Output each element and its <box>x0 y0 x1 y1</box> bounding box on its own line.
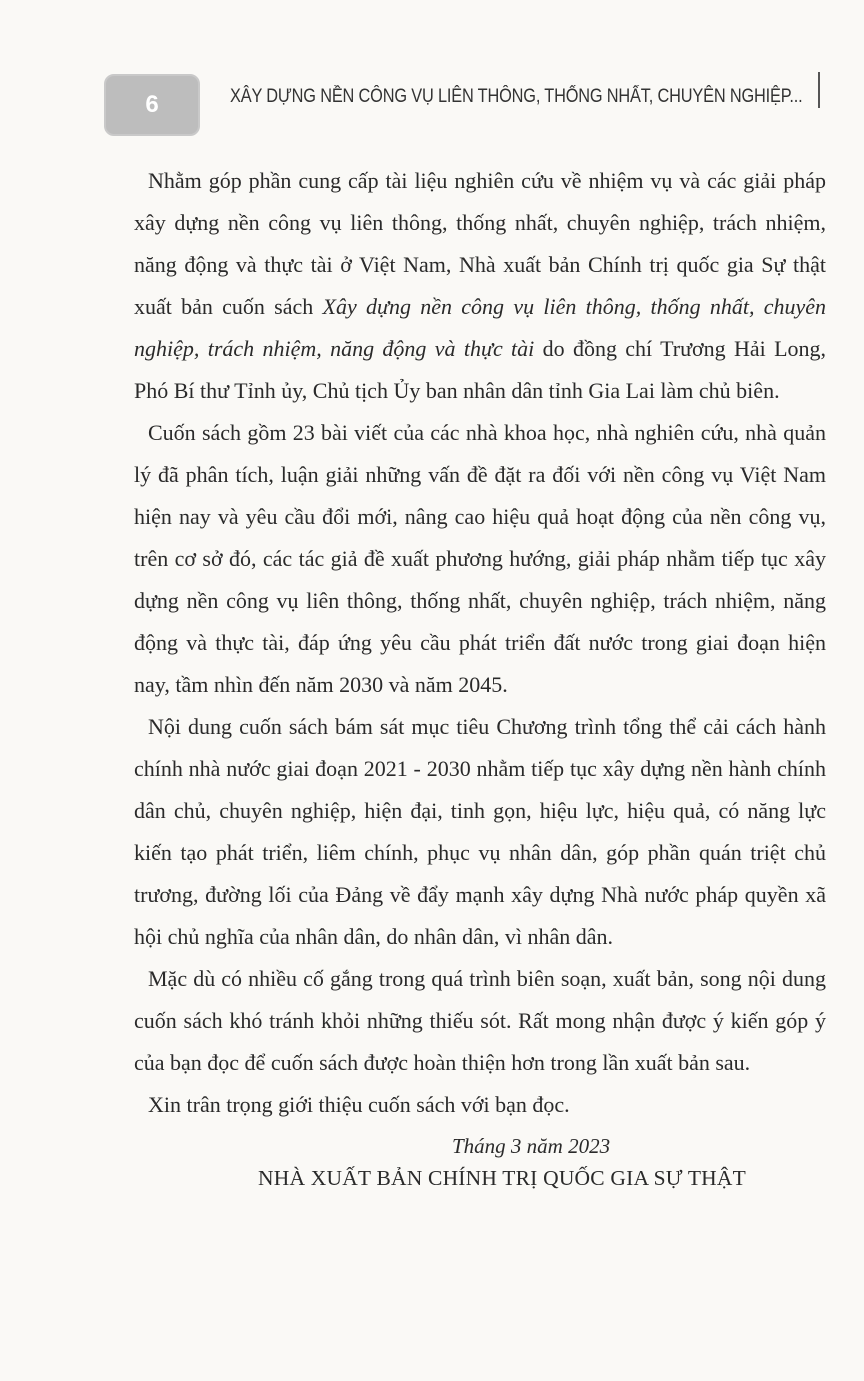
book-title: Xây dựng nền công vụ liên thông, thống nhất, chuyên nghiệp, trách nhiệm, năng động và thực tài <box>134 294 826 361</box>
signature-publisher: NHÀ XUẤT BẢN CHÍNH TRỊ QUỐC GIA SỰ THẬT <box>258 1166 746 1190</box>
page-number: 6 <box>145 91 159 118</box>
signature-date: Tháng 3 năm 2023 <box>452 1134 611 1158</box>
paragraph <box>134 160 826 412</box>
header-rule <box>818 72 820 108</box>
paragraph: Xin trân trọng giới thiệu cuốn sách với bạn đọc. <box>148 1092 570 1117</box>
page-content <box>134 160 826 1194</box>
paragraph: Nội dung cuốn sách bám sát mục tiêu Chương trình tổng thể cải cách hành chính nhà nước giai đoạn 2021 - 2030 nhằm tiếp tục xây dựng nền hành chính dân chủ, chuyên nghiệp, hiện đại, tinh gọn, hiệu lực, hiệu quả, có năng lực kiến tạo phát triển, liêm chính, phục vụ nhân dân, góp phần quán triệt chủ trương, đường lối của Đảng về đẩy mạnh xây dựng Nhà nước pháp quyền xã hội chủ nghĩa của nhân dân, do nhân dân, vì nhân dân. <box>134 714 826 949</box>
paragraph: Cuốn sách gồm 23 bài viết của các nhà khoa học, nhà nghiên cứu, nhà quản lý đã phân tích, luận giải những vấn đề đặt ra đối với nền công vụ Việt Nam hiện nay và yêu cầu đổi mới, nâng cao hiệu quả hoạt động của nền công vụ, trên cơ sở đó, các tác giả đề xuất phương hướng, giải pháp nhằm tiếp tục xây dựng nền công vụ liên thông, thống nhất, chuyên nghiệp, trách nhiệm, năng động và thực tài, đáp ứng yêu cầu phát triển đất nước trong giai đoạn hiện nay, tầm nhìn đến năm 2030 và năm 2045. <box>134 420 826 697</box>
page-number-badge <box>104 74 200 136</box>
running-title: XÂY DỰNG NỀN CÔNG VỤ LIÊN THÔNG, THỐNG NHẤT, CHUYÊN NGHIỆP... <box>230 86 803 107</box>
paragraph: Mặc dù có nhiều cố gắng trong quá trình biên soạn, xuất bản, song nội dung cuốn sách khó tránh khỏi những thiếu sót. Rất mong nhận được ý kiến góp ý của bạn đọc để cuốn sách được hoàn thiện hơn trong lần xuất bản sau. <box>134 966 826 1075</box>
body-text <box>134 160 826 1126</box>
paragraph-text: Nhằm góp phần cung cấp tài liệu nghiên cứu về nhiệm vụ và các giải pháp xây dựng nền công vụ liên thông, thống nhất, chuyên nghiệp, trách nhiệm, năng động và thực tài ở Việt Nam, Nhà xuất bản Chính trị quốc gia Sự thật xuất bản cuốn sách <box>134 168 826 319</box>
paragraph-text: do đồng chí Trương Hải Long, Phó Bí thư Tỉnh ủy, Chủ tịch Ủy ban nhân dân tỉnh Gia Lai làm chủ biên. <box>134 336 827 403</box>
